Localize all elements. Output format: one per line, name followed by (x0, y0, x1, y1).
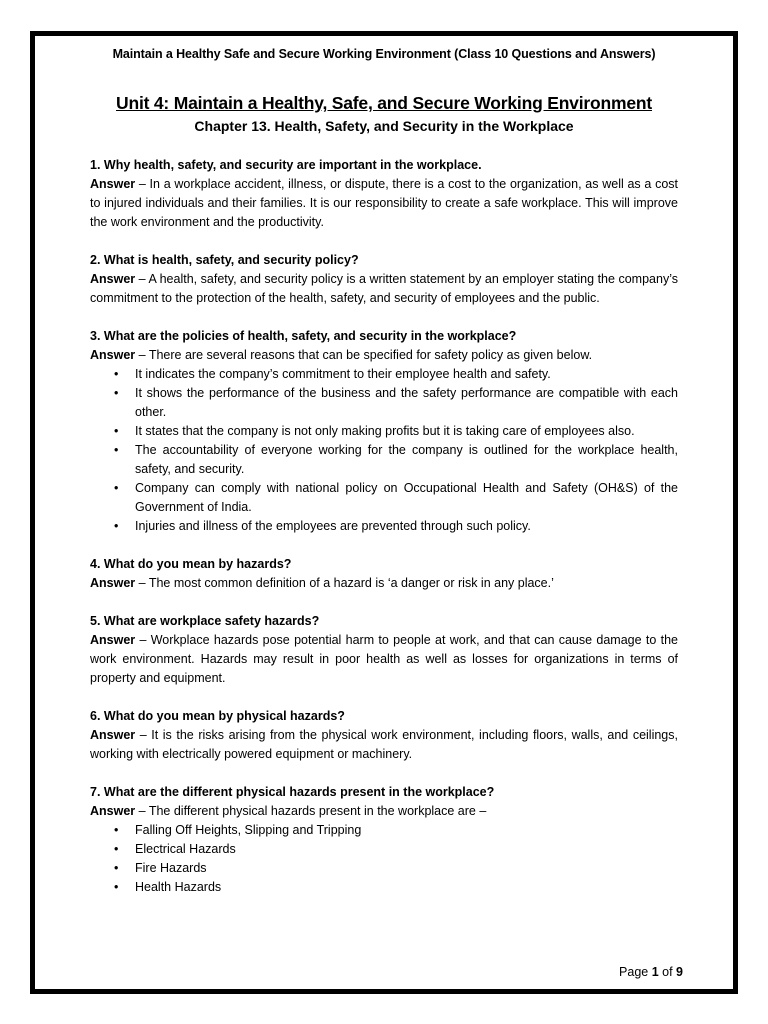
running-header: Maintain a Healthy Safe and Secure Working Environment (Class 10 Questions and Answers) (112, 47, 656, 61)
answer (90, 574, 678, 593)
list-item (114, 859, 678, 878)
answer-label: Answer (90, 728, 136, 742)
question: 3. What are the policies of health, safety, and security in the workplace? (90, 329, 517, 343)
list-item-text: Injuries and illness of the employees are prevented through such policy. (135, 519, 531, 533)
list-item-text: It indicates the company’s commitment to their employee health and safety. (135, 367, 551, 381)
answer-label: Answer (90, 177, 136, 191)
list-item-text: Falling Off Heights, Slipping and Tripping (135, 823, 362, 837)
list-item (114, 422, 678, 441)
bullet-icon: • (114, 519, 119, 533)
answer-text: – In a workplace accident, illness, or dispute, there is a cost to the organization, as well as a cost to injured individuals and their families. It is our responsibility to create a safe workplace. This will improve the work environment and the productivity. (90, 177, 678, 229)
page-word: Page (619, 965, 652, 979)
list-item-text: Company can comply with national policy on Occupational Health and Safety (OH&S) of the Government of India. (135, 481, 678, 514)
qa-block (90, 555, 678, 593)
list-item (114, 878, 678, 897)
list-item (114, 821, 678, 840)
list-item (114, 517, 678, 536)
qa-block (90, 612, 678, 688)
bullet-icon: • (114, 367, 119, 381)
qa-block (90, 156, 678, 232)
answer (90, 346, 678, 365)
answer-text: – The most common definition of a hazard is ‘a danger or risk in any place.’ (135, 576, 554, 590)
list-item (114, 384, 678, 422)
list-item (114, 365, 678, 384)
bullet-list (90, 821, 678, 897)
bullet-icon: • (114, 823, 119, 837)
list-item-text: The accountability of everyone working for the company is outlined for the workplace health, safety, and security. (135, 443, 678, 476)
bullet-icon: • (114, 481, 119, 495)
unit-title: Unit 4: Maintain a Healthy, Safe, and Secure Working Environment (116, 93, 652, 113)
question: 7. What are the different physical hazards present in the workplace? (90, 785, 495, 799)
bullet-icon: • (114, 386, 119, 400)
question: 4. What do you mean by hazards? (90, 557, 292, 571)
list-item-text: Fire Hazards (135, 861, 207, 875)
qa-block (90, 707, 678, 764)
answer-label: Answer (90, 804, 136, 818)
chapter-title: Chapter 13. Health, Safety, and Security in the Workplace (194, 118, 574, 134)
answer-text: – The different physical hazards present in the workplace are – (135, 804, 487, 818)
answer-text: – Workplace hazards pose potential harm to people at work, and that can cause damage to the work environment. Hazards may result in poor health as well as losses for organizations in terms of property and equipment. (90, 633, 678, 685)
qa-block (90, 251, 678, 308)
answer-text: – It is the risks arising from the physical work environment, including floors, walls, and ceilings, working with electrically powered equipment or machinery. (90, 728, 678, 761)
question: 5. What are workplace safety hazards? (90, 614, 320, 628)
answer (90, 175, 678, 232)
answer (90, 726, 678, 764)
bullet-icon: • (114, 880, 119, 894)
bullet-icon: • (114, 424, 119, 438)
list-item-text: It states that the company is not only making profits but it is taking care of employees also. (135, 424, 635, 438)
bullet-icon: • (114, 443, 119, 457)
answer-label: Answer (90, 272, 136, 286)
list-item (114, 840, 678, 859)
question: 6. What do you mean by physical hazards? (90, 709, 345, 723)
qa-block (90, 327, 678, 536)
list-item-text: Electrical Hazards (135, 842, 236, 856)
answer-label: Answer (90, 576, 136, 590)
qa-content (90, 156, 678, 916)
answer-label: Answer (90, 348, 136, 362)
page-of-word: of (658, 965, 677, 979)
answer (90, 631, 678, 688)
page-current: 1 (651, 965, 659, 979)
bullet-list (90, 365, 678, 536)
list-item-text: Health Hazards (135, 880, 222, 894)
page-footer (619, 965, 683, 979)
bullet-icon: • (114, 861, 119, 875)
question: 1. Why health, safety, and security are important in the workplace. (90, 158, 482, 172)
list-item-text: It shows the performance of the business and the safety performance are compatible with each other. (135, 386, 678, 419)
list-item (114, 441, 678, 479)
list-item (114, 479, 678, 517)
answer-label: Answer (90, 633, 136, 647)
answer-text: – There are several reasons that can be specified for safety policy as given below. (135, 348, 593, 362)
bullet-icon: • (114, 842, 119, 856)
question: 2. What is health, safety, and security policy? (90, 253, 359, 267)
qa-block (90, 783, 678, 897)
page-total: 9 (676, 965, 683, 979)
answer (90, 802, 678, 821)
answer-text: – A health, safety, and security policy is a written statement by an employer stating the company’s commitment to the protection of the health, safety, and security of employees and the public. (90, 272, 678, 305)
answer (90, 270, 678, 308)
page-frame (30, 31, 738, 994)
